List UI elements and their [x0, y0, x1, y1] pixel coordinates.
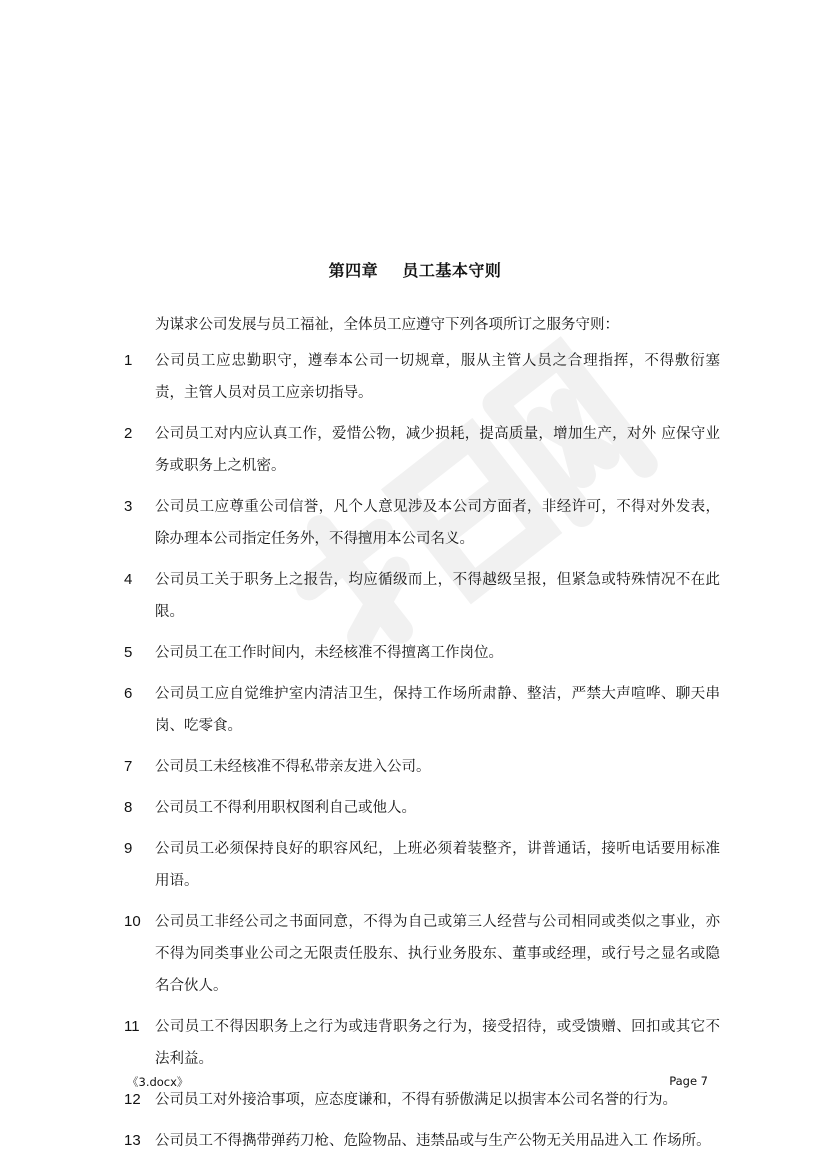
rule-item: [120, 1011, 720, 1075]
rule-item: [120, 637, 720, 669]
rule-item: [120, 564, 720, 628]
rule-text: 公司员工必须保持良好的职容风纪，上班必须着装整齐，讲普通话，接听电话要用标准用语。: [155, 841, 720, 889]
rule-number: 10: [124, 913, 141, 930]
rule-text: 公司员工在工作时间内，未经核准不得擅离工作岗位。: [155, 645, 503, 661]
rule-text: 公司员工关于职务上之报告，均应循级而上，不得越级呈报，但紧急或特殊情况不在此限。: [155, 572, 720, 620]
rule-text: 公司员工对内应认真工作，爱惜公物，减少损耗，提高质量，增加生产，对外 应保守业务或职务上之机密。: [155, 426, 720, 474]
rule-item: [120, 678, 720, 742]
rule-item: [120, 345, 720, 409]
rule-number: 6: [124, 685, 133, 702]
rule-item: [120, 418, 720, 482]
rules-list: [120, 345, 720, 1166]
rule-number: 12: [124, 1091, 141, 1108]
rule-text: 公司员工不得因职务上之行为或违背职务之行为，接受招待，或受馈赠、回扣或其它不法利益。: [155, 1019, 720, 1067]
rule-number: 1: [124, 352, 133, 369]
intro-paragraph: 为谋求公司发展与员工福祉，全体员工应遵守下列各项所订之服务守则：: [155, 317, 619, 333]
rule-item: [120, 833, 720, 897]
rule-text: 公司员工应尊重公司信誉，凡个人意见涉及本公司方面者，非经许可，不得对外发表，除办理本公司指定任务外，不得擅用本公司名义。: [155, 499, 720, 547]
rule-text: 公司员工未经核准不得私带亲友进入公司。: [155, 759, 431, 775]
rule-number: 5: [124, 644, 133, 661]
rule-number: 13: [124, 1132, 141, 1149]
rule-item: [120, 1084, 720, 1116]
rule-item: [120, 491, 720, 555]
rule-text: 公司员工应自觉维护室内清洁卫生，保持工作场所肃静、整洁，严禁大声喧哗、聊天串岗、吃零食。: [155, 686, 720, 734]
rule-text: 公司员工应忠勤职守，遵奉本公司一切规章，服从主管人员之合理指挥，不得敷衍塞责，主管人员对员工应亲切指导。: [155, 353, 720, 401]
rule-number: 2: [124, 425, 133, 442]
rule-item: [120, 1125, 720, 1157]
rule-number: 9: [124, 840, 133, 857]
chapter-title: 第四章 员工基本守则: [328, 261, 502, 280]
rule-item: [120, 792, 720, 824]
rule-number: 4: [124, 571, 133, 588]
rule-number: 8: [124, 799, 133, 816]
rule-text: 公司员工非经公司之书面同意，不得为自己或第三人经营与公司相同或类似之事业，亦不得为同类事业公司之无限责任股东、执行业务股东、董事或经理，或行号之显名或隐名合伙人。: [155, 914, 720, 994]
rule-text: 公司员工对外接洽事项，应态度谦和，不得有骄傲满足以损害本公司名誉的行为。: [155, 1092, 677, 1108]
rule-item: [120, 751, 720, 783]
rule-number: 3: [124, 498, 133, 515]
rule-item: [120, 906, 720, 1002]
rule-number: 11: [124, 1018, 140, 1035]
rule-text: 公司员工不得利用职权图利自己或他人。: [155, 800, 416, 816]
footer-filename: 《3.docx》: [127, 1075, 189, 1089]
rule-text: 公司员工不得擕带弹药刀枪、危险物品、违禁品或与生产公物无关用品进入工 作场所。: [155, 1133, 711, 1149]
rule-number: 7: [124, 758, 133, 775]
footer-page-number: Page 7: [669, 1074, 708, 1088]
